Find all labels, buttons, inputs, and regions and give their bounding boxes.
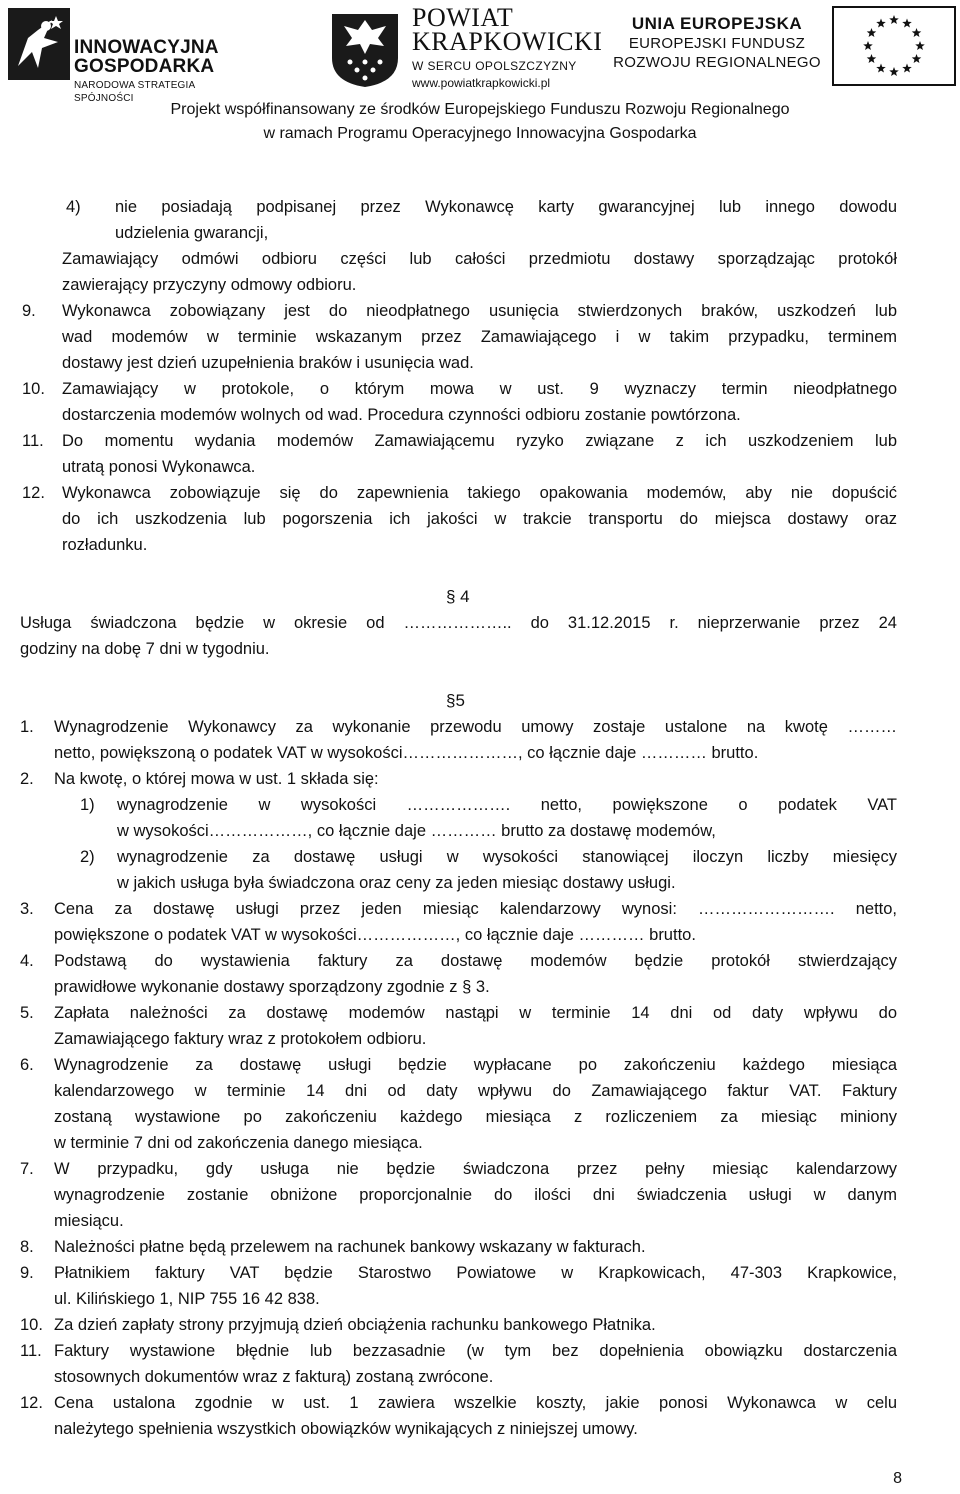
paragraph-text: w terminie 7 dni od zakończenia danego miesiąca.	[54, 1134, 423, 1152]
ig-logo-line2: GOSPODARKA	[74, 56, 215, 77]
paragraph-text: Wykonawca zobowiązany jest do nieodpłatnego usunięcia stwierdzonych braków, uszkodzeń lub	[62, 302, 897, 320]
paragraph-text: rozładunku.	[62, 536, 148, 554]
project-line1: Projekt współfinansowany ze środków Europejskiego Funduszu Rozwoju Regionalnego	[170, 101, 790, 118]
paragraph-number: 8.	[20, 1238, 34, 1256]
paragraph-text: Zamawiającego faktury wraz z protokołem odbioru.	[54, 1030, 427, 1048]
powiat-website: www.powiatkrapkowicki.pl	[412, 76, 551, 90]
eu-label-line1: UNIA EUROPEJSKA	[631, 14, 803, 33]
paragraph-text: dostarczenia modemów wolnych od wad. Procedura czynności odbioru zostanie powtórzona.	[62, 406, 741, 424]
paragraph-text: Do momentu wydania modemów Zamawiającemu ryzyko związane z ich uszkodzeniem lub	[62, 432, 897, 450]
paragraph-number: 11.	[20, 1342, 42, 1360]
list-item-number: 4)	[66, 198, 81, 216]
page-header	[0, 0, 960, 142]
paragraph-text: powiększone o podatek VAT w wysokości………………, co łącznie daje ………… brutto.	[54, 926, 696, 944]
powiat-krapkowicki-logo	[330, 3, 603, 90]
paragraph-text: utratą ponosi Wykonawca.	[62, 458, 256, 476]
paragraph-text: Faktury wystawione błędnie lub bezzasadnie (w tym bez dopełnienia obowiązku dostarczenia	[54, 1342, 897, 1360]
paragraph-number: 1.	[20, 718, 34, 736]
paragraph-text: zawierający przyczyny odmowy odbioru.	[62, 276, 357, 294]
paragraph-text: Zapłata należności za dostawę modemów nastąpi w terminie 14 dni od daty wpływu do	[54, 1004, 897, 1022]
sublist-text: w wysokości………………, co łącznie daje ………… brutto za dostawę modemów,	[117, 822, 716, 840]
paragraph-text: kalendarzowego w terminie 14 dni od daty wpływu do Zamawiającego faktur VAT. Faktury	[54, 1082, 897, 1100]
paragraph-number: 12.	[22, 484, 45, 502]
paragraph-text: Wynagrodzenie Wykonawcy za wykonanie przewodu umowy zostaje ustalone na kwotę ………	[54, 718, 897, 736]
paragraph-text: godziny na dobę 7 dni w tygodniu.	[20, 640, 270, 658]
powiat-logo-line3: W SERCU OPOLSZCZYZNY	[412, 59, 577, 73]
paragraph-text: W przypadku, gdy usługa nie będzie świadczona przez pełny miesiąc kalendarzowy	[54, 1160, 897, 1178]
project-line2: w ramach Programu Operacyjnego Innowacyjna Gospodarka	[263, 125, 697, 142]
paragraph-number: 7.	[20, 1160, 34, 1178]
paragraph-text: stosownych dokumentów wraz z fakturą) zostaną zwrócone.	[54, 1368, 494, 1386]
list-item-text: udzielenia gwarancji,	[115, 224, 269, 242]
paragraph-text: prawidłowe wykonanie dostawy sporządzony zgodnie z § 3.	[54, 978, 490, 996]
paragraph-text: miesiącu.	[54, 1212, 124, 1230]
sublist-text: wynagrodzenie w wysokości ………………. netto, powiększone o podatek VAT	[117, 796, 897, 814]
ig-logo-line1: INNOWACYJNA	[74, 37, 219, 58]
eu-label-line3: ROZWOJU REGIONALNEGO	[613, 54, 821, 71]
paragraph-number: 12.	[20, 1394, 43, 1412]
eu-flag-icon	[832, 6, 956, 86]
paragraph-text: Należności płatne będą przelewem na rachunek bankowy wskazany w fakturach.	[54, 1238, 646, 1256]
paragraph-text: Zamawiający odmówi odbioru części lub całości przedmiotu dostawy sporządzając protokół	[62, 250, 897, 268]
list-item-text: nie posiadają podpisanej przez Wykonawcę karty gwarancyjnej lub innego dowodu	[115, 198, 897, 216]
paragraph-text: Wykonawca zobowiązuje się do zapewnienia takiego opakowania modemów, aby nie dopuścić	[62, 484, 897, 502]
paragraph-number: 10.	[20, 1316, 43, 1334]
eu-fund-label	[612, 14, 822, 72]
ig-logo-line3: NARODOWA STRATEGIA SPÓJNOŚCI	[74, 80, 195, 104]
paragraph-text: Cena za dostawę usługi przez jeden miesiąc kalendarzowy wynosi: ……………………. netto,	[54, 900, 897, 918]
coat-of-arms-icon	[330, 12, 400, 88]
powiat-logo-line2: KRAPKOWICKI	[412, 27, 603, 56]
section-heading: §5	[446, 691, 465, 710]
sublist-number: 2)	[80, 848, 95, 866]
section-heading: § 4	[446, 587, 470, 606]
paragraph-number: 3.	[20, 900, 34, 918]
paragraph-text: Cena ustalona zgodnie w ust. 1 zawiera wszelkie koszty, jakie ponosi Wykonawca w celu	[54, 1394, 897, 1412]
paragraph-number: 5.	[20, 1004, 34, 1022]
eu-label-line2: EUROPEJSKI FUNDUSZ	[628, 35, 806, 52]
paragraph-text: Na kwotę, o której mowa w ust. 1 składa się:	[54, 770, 379, 788]
paragraph-text: wad modemów w terminie wskazanym przez Zamawiającego i w takim przypadku, terminem	[62, 328, 897, 346]
ig-star-figure-icon	[8, 8, 70, 80]
innowacyjna-gospodarka-logo	[8, 8, 238, 104]
paragraph-number: 11.	[22, 432, 44, 450]
page-number: 8	[893, 1470, 902, 1487]
paragraph-text: dostawy jest dzień uzupełnienia braków i usunięcia wad.	[62, 354, 474, 372]
paragraph-text: zostaną wystawione po zakończeniu każdego miesiąca z rozliczeniem za miesiąc miniony	[54, 1108, 897, 1126]
paragraph-text: do ich uszkodzenia lub pogorszenia ich jakości w trakcie transportu do miejsca dostawy oraz	[62, 510, 897, 528]
paragraph-number: 9.	[20, 1264, 34, 1282]
paragraph-text: wynagrodzenie zostanie obniżone proporcjonalnie do ilości dni świadczenia usługi w danym	[54, 1186, 897, 1204]
sublist-number: 1)	[80, 796, 95, 814]
paragraph-number: 9.	[22, 302, 36, 320]
sublist-text: wynagrodzenie za dostawę usługi w wysokości stanowiącej iloczyn liczby miesięcy	[117, 848, 897, 866]
paragraph-number: 6.	[20, 1056, 34, 1074]
paragraph-text: ul. Kilińskiego 1, NIP 755 16 42 838.	[54, 1290, 320, 1308]
paragraph-text: Podstawą do wystawienia faktury za dostawę modemów będzie protokół stwierdzający	[54, 952, 897, 970]
sublist-text: w jakich usługa była świadczona oraz ceny za jeden miesiąc dostawy usługi.	[117, 874, 676, 892]
paragraph-text: Wynagrodzenie za dostawę usługi będzie wypłacane po zakończeniu każdego miesiąca	[54, 1056, 897, 1074]
powiat-logo-line1: POWIAT	[412, 3, 514, 32]
paragraph-number: 2.	[20, 770, 34, 788]
paragraph-text: należytego spełnienia wszystkich obowiązków wynikających z niniejszej umowy.	[54, 1420, 638, 1438]
paragraph-text: Za dzień zapłaty strony przyjmują dzień obciążenia rachunku bankowego Płatnika.	[54, 1316, 656, 1334]
paragraph-text: Usługa świadczona będzie w okresie od ……………….. do 31.12.2015 r. nieprzerwanie przez 24	[20, 614, 897, 632]
paragraph-number: 4.	[20, 952, 34, 970]
paragraph-text: Płatnikiem faktury VAT będzie Starostwo Powiatowe w Krapkowicach, 47-303 Krapkowice,	[54, 1264, 897, 1282]
project-funding-note	[0, 98, 960, 146]
paragraph-number: 10.	[22, 380, 45, 398]
paragraph-text: Zamawiający w protokole, o którym mowa w ust. 9 wyznaczy termin nieodpłatnego	[62, 380, 897, 398]
paragraph-text: netto, powiększoną o podatek VAT w wysokości…………………, co łącznie daje ………… brutto.	[54, 744, 759, 762]
